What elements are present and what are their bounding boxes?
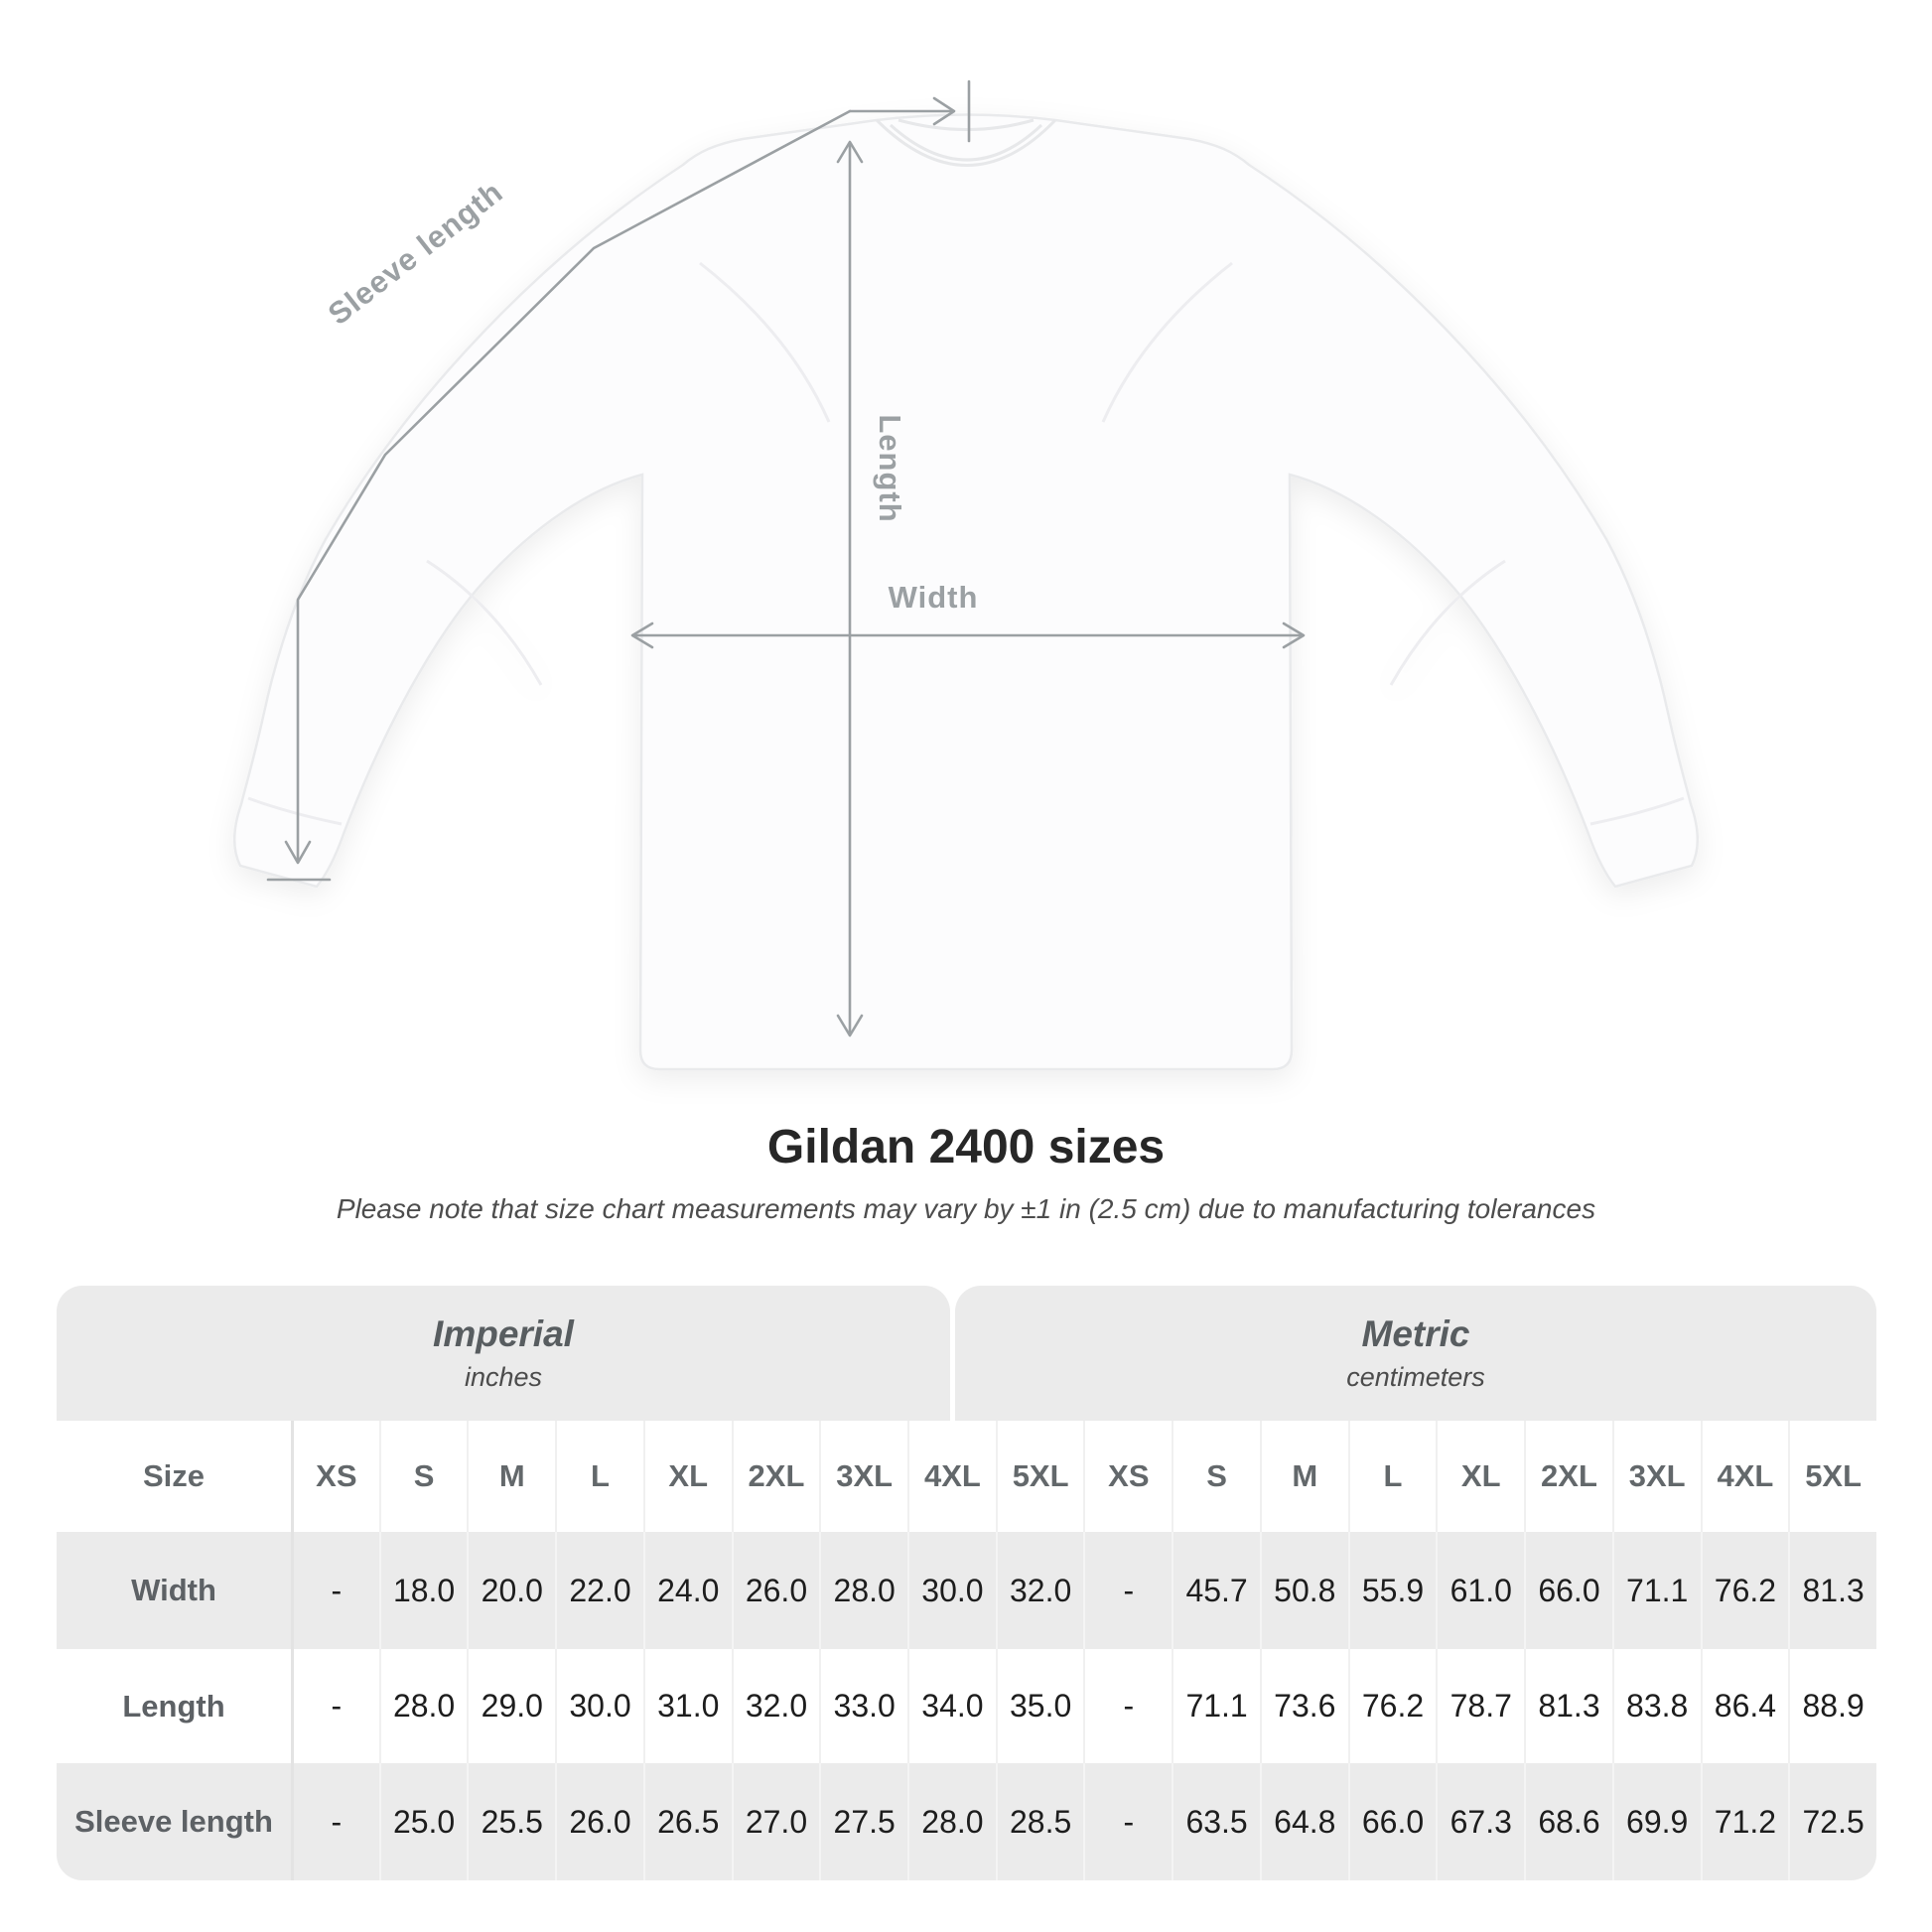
value-cell: 69.9 — [1612, 1763, 1701, 1880]
size-header-cell: 5XL — [996, 1421, 1084, 1532]
value-cell: 18.0 — [379, 1532, 468, 1649]
size-header-cell: XL — [1436, 1421, 1524, 1532]
value-cell: 27.0 — [732, 1763, 820, 1880]
value-cell: 71.1 — [1612, 1532, 1701, 1649]
size-header-cell: XL — [643, 1421, 732, 1532]
value-cell: 63.5 — [1172, 1763, 1260, 1880]
value-cell: 73.6 — [1260, 1649, 1348, 1763]
value-cell: 81.3 — [1788, 1532, 1876, 1649]
value-cell: 83.8 — [1612, 1649, 1701, 1763]
size-header-cell: 4XL — [1701, 1421, 1789, 1532]
length-label: Length — [873, 414, 907, 523]
size-header-cell: 2XL — [1524, 1421, 1612, 1532]
value-cell: 28.5 — [996, 1763, 1084, 1880]
imperial-header-title: Imperial — [433, 1313, 574, 1354]
size-header-cell: M — [467, 1421, 555, 1532]
value-cell: - — [291, 1532, 379, 1649]
value-cell: 29.0 — [467, 1649, 555, 1763]
value-cell: - — [1083, 1763, 1172, 1880]
value-cell: 67.3 — [1436, 1763, 1524, 1880]
value-cell: 20.0 — [467, 1532, 555, 1649]
page-title: Gildan 2400 sizes — [766, 1121, 1166, 1173]
size-header-cell: 3XL — [1612, 1421, 1701, 1532]
value-cell: 78.7 — [1436, 1649, 1524, 1763]
unit-header-band — [57, 1286, 1876, 1421]
metric-header-title: Metric — [1361, 1313, 1470, 1354]
value-cell: 50.8 — [1260, 1532, 1348, 1649]
size-header-cell: L — [555, 1421, 643, 1532]
size-header-cell: 3XL — [819, 1421, 907, 1532]
metric-header — [955, 1286, 1876, 1421]
measure-row-label: Width — [131, 1573, 216, 1607]
imperial-header-unit: inches — [464, 1362, 543, 1392]
size-header-cell: 4XL — [907, 1421, 996, 1532]
width-label: Width — [888, 580, 979, 615]
value-cell: - — [1083, 1532, 1172, 1649]
table-row — [57, 1532, 1876, 1649]
value-cell: 26.0 — [732, 1532, 820, 1649]
size-header-cell: 2XL — [732, 1421, 820, 1532]
value-cell: 71.1 — [1172, 1649, 1260, 1763]
value-cell: 25.5 — [467, 1763, 555, 1880]
table-row — [57, 1421, 1876, 1532]
value-cell: 68.6 — [1524, 1763, 1612, 1880]
value-cell: 72.5 — [1788, 1763, 1876, 1880]
sleeve-length-label: Sleeve length — [321, 174, 510, 333]
size-table — [57, 1286, 1876, 1880]
measure-row-label: Length — [122, 1688, 225, 1724]
size-header-cell: L — [1348, 1421, 1437, 1532]
value-cell: 22.0 — [555, 1532, 643, 1649]
table-row — [57, 1649, 1876, 1763]
value-cell: 25.0 — [379, 1763, 468, 1880]
value-cell: 24.0 — [643, 1532, 732, 1649]
value-cell: - — [291, 1649, 379, 1763]
size-header-cell: S — [1172, 1421, 1260, 1532]
value-cell: 81.3 — [1524, 1649, 1612, 1763]
value-cell: 33.0 — [819, 1649, 907, 1763]
size-header-cell: 5XL — [1788, 1421, 1876, 1532]
value-cell: 28.0 — [907, 1763, 996, 1880]
value-cell: 31.0 — [643, 1649, 732, 1763]
size-header-cell: M — [1260, 1421, 1348, 1532]
value-cell: 66.0 — [1348, 1763, 1437, 1880]
value-cell: 64.8 — [1260, 1763, 1348, 1880]
value-cell: 28.0 — [819, 1532, 907, 1649]
size-header-cell: XS — [1083, 1421, 1172, 1532]
value-cell: 26.5 — [643, 1763, 732, 1880]
value-cell: 71.2 — [1701, 1763, 1789, 1880]
value-cell: 76.2 — [1701, 1532, 1789, 1649]
size-header-cell: S — [379, 1421, 468, 1532]
value-cell: 76.2 — [1348, 1649, 1437, 1763]
measure-row-label: Sleeve length — [74, 1804, 273, 1839]
imperial-header — [57, 1286, 950, 1421]
value-cell: 55.9 — [1348, 1532, 1437, 1649]
value-cell: 66.0 — [1524, 1532, 1612, 1649]
value-cell: 45.7 — [1172, 1532, 1260, 1649]
value-cell: 34.0 — [907, 1649, 996, 1763]
value-cell: 32.0 — [996, 1532, 1084, 1649]
value-cell: 32.0 — [732, 1649, 820, 1763]
value-cell: 88.9 — [1788, 1649, 1876, 1763]
value-cell: - — [1083, 1649, 1172, 1763]
size-table-grid — [57, 1421, 1876, 1880]
value-cell: 61.0 — [1436, 1532, 1524, 1649]
value-cell: 28.0 — [379, 1649, 468, 1763]
value-cell: 30.0 — [907, 1532, 996, 1649]
table-row — [57, 1763, 1876, 1880]
size-row-label: Size — [142, 1458, 206, 1493]
value-cell: 27.5 — [819, 1763, 907, 1880]
value-cell: 86.4 — [1701, 1649, 1789, 1763]
value-cell: 26.0 — [555, 1763, 643, 1880]
value-cell: 35.0 — [996, 1649, 1084, 1763]
value-cell: 30.0 — [555, 1649, 643, 1763]
metric-header-unit: centimeters — [1346, 1362, 1485, 1392]
value-cell: - — [291, 1763, 379, 1880]
size-header-cell: XS — [291, 1421, 379, 1532]
tolerance-note: Please note that size chart measurements may vary by ±1 in (2.5 cm) due to manufacturing tolerances — [336, 1193, 1596, 1224]
